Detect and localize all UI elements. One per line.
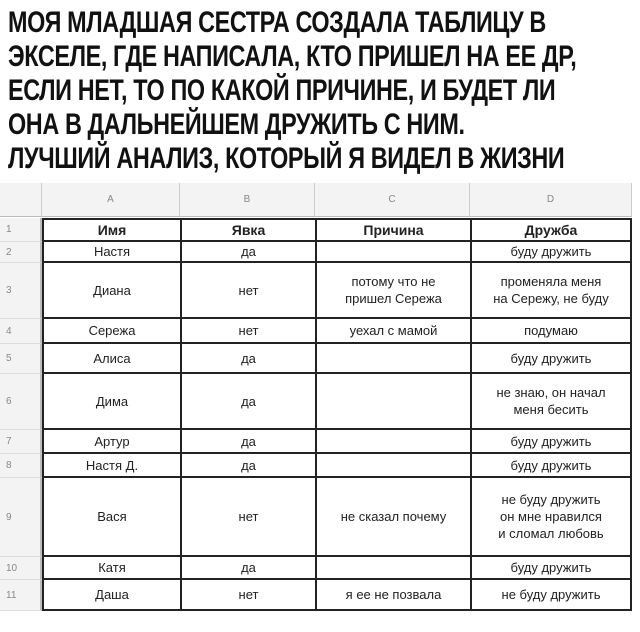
table-cell[interactable]: не буду дружить — [470, 580, 632, 611]
table-cell[interactable]: я ее не позвала — [315, 580, 470, 611]
caption-line: ЕСЛИ НЕТ, ТО ПО КАКОЙ ПРИЧИНЕ, И БУДЕТ ЛИ — [8, 74, 556, 107]
table-cell[interactable]: да — [180, 374, 315, 430]
table-cell[interactable]: буду дружить — [470, 430, 632, 454]
table-header-cell[interactable]: Причина — [315, 218, 470, 242]
table-cell[interactable]: не знаю, он начал меня бесить — [470, 374, 632, 430]
caption-line: ОНА В ДАЛЬНЕЙШЕМ ДРУЖИТЬ С НИМ. — [8, 108, 465, 141]
table-cell[interactable]: Настя — [42, 242, 180, 263]
row-header[interactable]: 8 — [0, 454, 42, 478]
table-cell[interactable] — [315, 454, 470, 478]
table-cell[interactable]: Сережа — [42, 319, 180, 344]
column-header-c[interactable]: C — [315, 183, 470, 217]
table-cell[interactable] — [315, 242, 470, 263]
table-cell[interactable]: не сказал почему — [315, 478, 470, 557]
row-header[interactable]: 10 — [0, 557, 42, 580]
table-cell[interactable]: да — [180, 454, 315, 478]
table-header-cell[interactable]: Имя — [42, 218, 180, 242]
row-header[interactable]: 7 — [0, 430, 42, 454]
table-cell[interactable]: Алиса — [42, 344, 180, 374]
table-cell[interactable]: нет — [180, 580, 315, 611]
table-cell[interactable]: нет — [180, 478, 315, 557]
table-cell[interactable]: да — [180, 430, 315, 454]
table-cell[interactable]: потому что не пришел Сережа — [315, 263, 470, 319]
table-header-cell[interactable]: Явка — [180, 218, 315, 242]
caption-line: МОЯ МЛАДШАЯ СЕСТРА СОЗДАЛА ТАБЛИЦУ В — [8, 6, 546, 39]
table-cell[interactable]: Даша — [42, 580, 180, 611]
table-cell[interactable]: Артур — [42, 430, 180, 454]
table-cell[interactable]: да — [180, 557, 315, 580]
table-cell[interactable]: Диана — [42, 263, 180, 319]
row-header[interactable]: 4 — [0, 319, 42, 344]
table-cell[interactable] — [315, 557, 470, 580]
column-header-b[interactable]: B — [180, 183, 315, 217]
select-all-corner[interactable] — [0, 183, 42, 217]
table-cell[interactable]: буду дружить — [470, 344, 632, 374]
table-cell[interactable] — [315, 344, 470, 374]
row-header[interactable]: 6 — [0, 374, 42, 430]
table-cell[interactable]: да — [180, 344, 315, 374]
table-cell[interactable]: Настя Д. — [42, 454, 180, 478]
row-header[interactable]: 3 — [0, 263, 42, 319]
table-cell[interactable]: нет — [180, 263, 315, 319]
table-cell[interactable] — [315, 374, 470, 430]
row-header[interactable]: 2 — [0, 242, 42, 263]
table-cell[interactable]: буду дружить — [470, 557, 632, 580]
table-cell[interactable]: уехал с мамой — [315, 319, 470, 344]
table-cell[interactable]: да — [180, 242, 315, 263]
table-cell[interactable] — [315, 430, 470, 454]
table-cell[interactable]: буду дружить — [470, 454, 632, 478]
table-cell[interactable]: Катя — [42, 557, 180, 580]
row-header[interactable]: 9 — [0, 478, 42, 557]
table-header-cell[interactable]: Дружба — [470, 218, 632, 242]
table-cell[interactable]: нет — [180, 319, 315, 344]
caption-line: ЛУЧШИЙ АНАЛИЗ, КОТОРЫЙ Я ВИДЕЛ В ЖИЗНИ — [8, 142, 565, 175]
table-cell[interactable]: Вася — [42, 478, 180, 557]
table-cell[interactable]: не буду дружить он мне нравился и сломал любовь — [470, 478, 632, 557]
caption-line: ЭКСЕЛЕ, ГДЕ НАПИСАЛА, КТО ПРИШЕЛ НА ЕЕ ДР, — [8, 40, 577, 73]
meme-caption — [8, 6, 632, 176]
row-header[interactable]: 1 — [0, 218, 42, 242]
column-header-d[interactable]: D — [470, 183, 632, 217]
table-cell[interactable]: буду дружить — [470, 242, 632, 263]
table-cell[interactable]: Дима — [42, 374, 180, 430]
table-cell[interactable]: подумаю — [470, 319, 632, 344]
row-header[interactable]: 11 — [0, 580, 42, 611]
row-header[interactable]: 5 — [0, 344, 42, 374]
column-header-a[interactable]: A — [42, 183, 180, 217]
table-cell[interactable]: променяла меня на Сережу, не буду — [470, 263, 632, 319]
